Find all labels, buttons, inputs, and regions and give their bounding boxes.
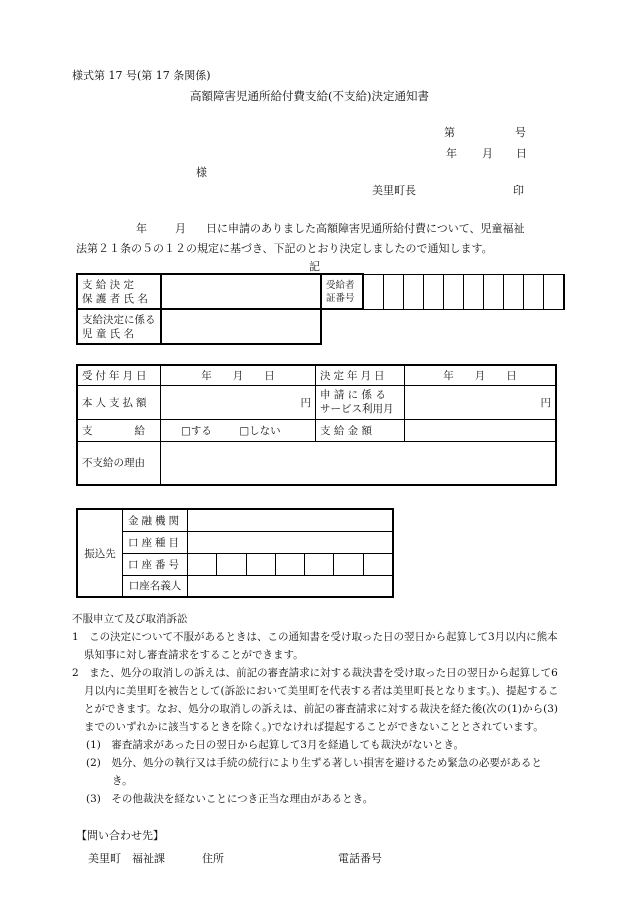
account-holder-field[interactable]	[188, 575, 394, 597]
decision-table	[76, 364, 557, 486]
number-go: 号	[515, 126, 526, 139]
number-dai: 第	[444, 126, 455, 139]
contact-phone-label: 電話番号	[338, 852, 382, 865]
cert-digit-cell[interactable]	[484, 274, 504, 309]
appeal-sub-2: (2) 処分、処分の執行又は手続の続行により生ずる著しい損害を避けるため緊急の必要があるとき。	[86, 757, 542, 787]
account-digit-cell[interactable]	[188, 553, 217, 575]
contact-address-label: 住所	[202, 852, 224, 865]
reason-field[interactable]	[161, 441, 557, 485]
cert-digit-cell[interactable]	[504, 274, 524, 309]
decision-date-field[interactable]: 年 月 日	[405, 365, 557, 385]
intro-month: 月	[175, 222, 186, 235]
appeal-item-2: 2 また、処分の取消しの訴えは、前記の審査請求に対する裁決書を受け取った日の翌日から起算して6月以内に美里町を被告として(訴訟において美里町を代表する者は美里町長となります。)、提起することができます。なお、処分の取消しの訴えは、前記の審査請求に対する裁決を経た後(次の(1)から(3)までのいずれかに該当するときを除く。)でなければ提起することができないこととされています。	[72, 667, 559, 733]
cert-digit-cell[interactable]	[544, 274, 565, 309]
child-label: 支給決定に係る 児 童 氏 名	[77, 309, 161, 344]
payment-label: 支 給	[77, 419, 161, 441]
cert-digit-cell[interactable]	[424, 274, 444, 309]
issuer-name: 美里町長	[372, 184, 416, 197]
account-type-field[interactable]	[188, 531, 394, 553]
option-yes[interactable]: □する	[181, 424, 212, 437]
received-date-label: 受付年月日	[77, 365, 161, 385]
account-digit-cell[interactable]	[275, 553, 304, 575]
guardian-label: 支 給 決 定 保 護 者 氏 名	[77, 274, 161, 309]
cert-digit-cell[interactable]	[404, 274, 424, 309]
service-month-label: 申 請 に 係 る サービス利用月	[316, 385, 405, 419]
self-pay-label: 本人支払額	[77, 385, 161, 419]
account-digit-cell[interactable]	[363, 553, 393, 575]
date-year: 年	[446, 147, 457, 160]
account-digit-cell[interactable]	[334, 553, 363, 575]
appeal-sub-3: (3) その他裁決を経ないことにつき正当な理由があるとき。	[86, 793, 374, 805]
decision-date-label: 決定年月日	[316, 365, 405, 385]
contact-heading: 【問い合わせ先】	[76, 829, 164, 842]
cert-digit-cell[interactable]	[464, 274, 484, 309]
payment-options	[161, 419, 316, 441]
appeal-sub-1: (1) 審査請求があった日の翌日から起算して3月を経過しても裁決がないとき。	[86, 739, 465, 751]
account-type-label: 口座種目	[123, 531, 188, 553]
reason-label: 不支給の理由	[77, 441, 161, 485]
amount-label: 支 給 金 額	[316, 419, 405, 441]
intro-year: 年	[136, 222, 147, 235]
bank-field[interactable]	[188, 509, 394, 531]
self-pay-field[interactable]: 円	[161, 385, 316, 419]
account-digit-cell[interactable]	[217, 553, 246, 575]
addressee-sama: 様	[196, 166, 207, 179]
service-month-field[interactable]: 円	[405, 385, 557, 419]
bank-label: 金融機関	[123, 509, 188, 531]
seal-mark: 印	[513, 184, 524, 197]
form-number: 様式第 17 号(第 17 条関係)	[72, 69, 211, 82]
transfer-table	[76, 508, 394, 598]
cert-digit-cell[interactable]	[444, 274, 464, 309]
cert-digit-cell[interactable]	[524, 274, 544, 309]
cert-digit-cell[interactable]	[384, 274, 404, 309]
date-month: 月	[482, 147, 493, 160]
date-day: 日	[516, 147, 527, 160]
account-digit-cell[interactable]	[246, 553, 275, 575]
cert-digit-cell[interactable]	[363, 274, 384, 309]
appeal-notes	[72, 610, 562, 808]
account-digit-cell[interactable]	[305, 553, 334, 575]
amount-field[interactable]	[405, 419, 557, 441]
account-number-label: 口座番号	[123, 553, 188, 575]
cert-number-label: 受給者 証番号	[321, 274, 363, 309]
received-date-field[interactable]: 年 月 日	[161, 365, 316, 385]
contact-office: 美里町 福祉課	[88, 852, 165, 865]
account-holder-label: 口座名義人	[123, 575, 188, 597]
child-name-field[interactable]	[161, 309, 321, 344]
ki-label: 記	[309, 260, 320, 273]
guardian-name-field[interactable]	[161, 274, 321, 309]
applicant-table	[76, 273, 565, 345]
intro-line1: 日に申請のありました高額障害児通所給付費について、児童福祉	[206, 222, 525, 235]
appeal-heading: 不服申立て及び取消訴訟	[72, 613, 188, 625]
intro-line2: 法第２１条の５の１２の規定に基づき、下記のとおり決定しましたので通知します。	[76, 242, 493, 255]
document-title: 高額障害児通所給付費支給(不支給)決定通知書	[190, 89, 429, 103]
transfer-label: 振込先	[77, 509, 123, 597]
appeal-item-1: 1 この決定について不服があるときは、この通知書を受け取った日の翌日から起算して3月以内に熊本県知事に対し審査請求をすることができます。	[72, 631, 558, 661]
option-no[interactable]: □しない	[239, 424, 281, 437]
